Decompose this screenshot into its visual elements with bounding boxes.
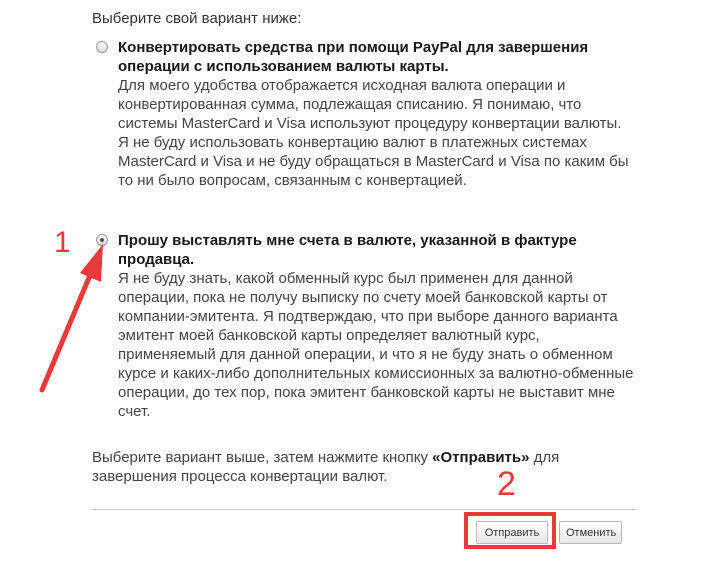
- option-convert-paypal-description: Для моего удобства отображается исходная валюта операции и конвертированная сумма, подлежащая списанию. Я понимаю, что системы MasterCard и Visa используют процедуру конвертации валюты. Я не буду использовать конвертацию валют в платежных системах MasterCard и Visa и не буду обращаться в MasterCard и Visa по каким бы то ни было вопросам, связанным с конвертацией.: [118, 77, 629, 189]
- cancel-button[interactable]: Отменить: [559, 521, 622, 544]
- annotation-step-1: 1: [54, 226, 71, 259]
- option-seller-currency-title: Прошу выставлять мне счета в валюте, указанной в фактуре продавца.: [118, 232, 577, 268]
- annotation-step-2: 2: [497, 465, 516, 503]
- option-seller-currency-description: Я не буду знать, какой обменный курс был применен для данной операции, пока не получу выписку по счету моей банковской карты от компании-эмитента. Я подтверждаю, что при выборе данного варианта эмитент моей банковской карты определяет валютный курс, применяемый для данной операции, и что я не буду знать о обменном курсе и каких-либо дополнительных комиссионных за валютно-обменные операции, до тех пор, пока эмитент банковской карты не выставит мне счет.: [118, 270, 634, 420]
- instruction-bold: «Отправить»: [432, 449, 530, 466]
- instruction-before: Выберите вариант выше, затем нажмите кнопку: [92, 449, 433, 466]
- send-button[interactable]: Отправить: [476, 521, 548, 544]
- option-convert-paypal-title: Конвертировать средства при помощи PayPal для завершения операции с использованием валюты карты.: [118, 39, 589, 75]
- intro-text: Выберите свой вариант ниже:: [92, 10, 302, 27]
- instruction-after: для завершения процесса конвертации валют.: [92, 449, 560, 485]
